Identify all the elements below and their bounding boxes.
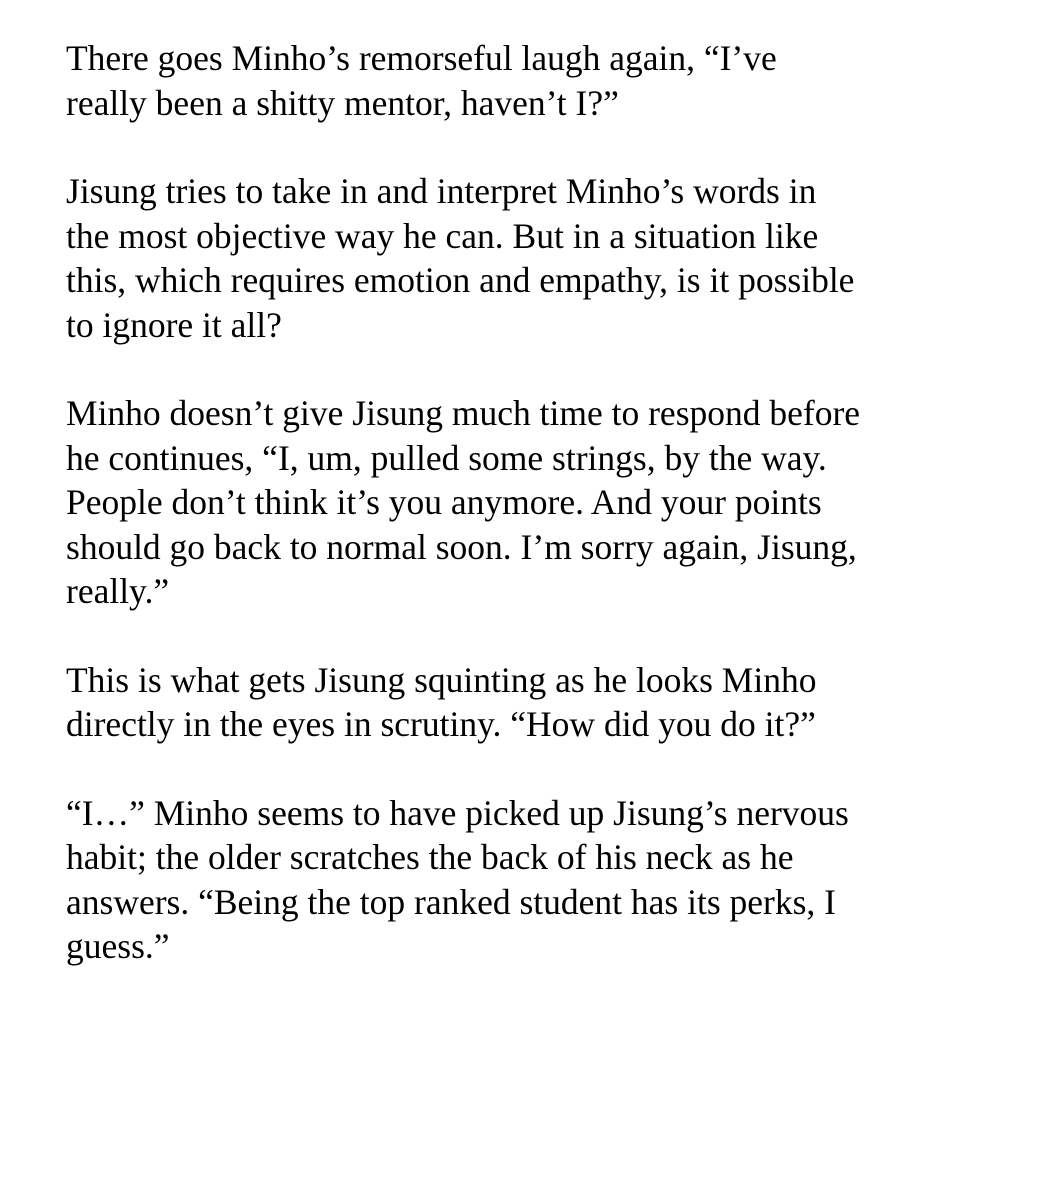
text-line: should go back to normal soon. I’m sorry again, Jisung, xyxy=(66,526,857,567)
text-line: People don’t think it’s you anymore. And your points xyxy=(66,482,822,522)
text-line: “I…” Minho seems to have picked up Jisung’s nervous xyxy=(66,792,849,833)
text-line: the most objective way he can. But in a situation like xyxy=(66,215,819,256)
text-line: habit; the older scratches the back of his neck as he xyxy=(66,837,794,877)
text-line: answers. “Being the top ranked student has its perks, I xyxy=(66,881,836,922)
text-line: directly in the eyes in scrutiny. “How did you do it?” xyxy=(66,704,816,744)
paragraph-3 xyxy=(66,391,1012,614)
text-line: Jisung tries to take in and interpret Minho’s words in xyxy=(66,171,817,211)
text-line: to ignore it all? xyxy=(66,304,282,345)
paragraph-5 xyxy=(66,791,1012,969)
paragraph-1 xyxy=(66,36,1012,125)
paragraph-2 xyxy=(66,169,1012,347)
text-line: There goes Minho’s remorseful laugh again, “I’ve xyxy=(66,38,777,78)
text-line: really been a shitty mentor, haven’t I?” xyxy=(66,82,619,123)
text-line: Minho doesn’t give Jisung much time to respond before xyxy=(66,393,861,433)
text-line: really.” xyxy=(66,571,170,611)
paragraph-4 xyxy=(66,658,1012,747)
text-line: he continues, “I, um, pulled some strings, by the way. xyxy=(66,437,827,478)
text-line: this, which requires emotion and empathy, is it possible xyxy=(66,260,855,300)
text-line: guess.” xyxy=(66,926,170,966)
text-line: This is what gets Jisung squinting as he looks Minho xyxy=(66,659,817,700)
